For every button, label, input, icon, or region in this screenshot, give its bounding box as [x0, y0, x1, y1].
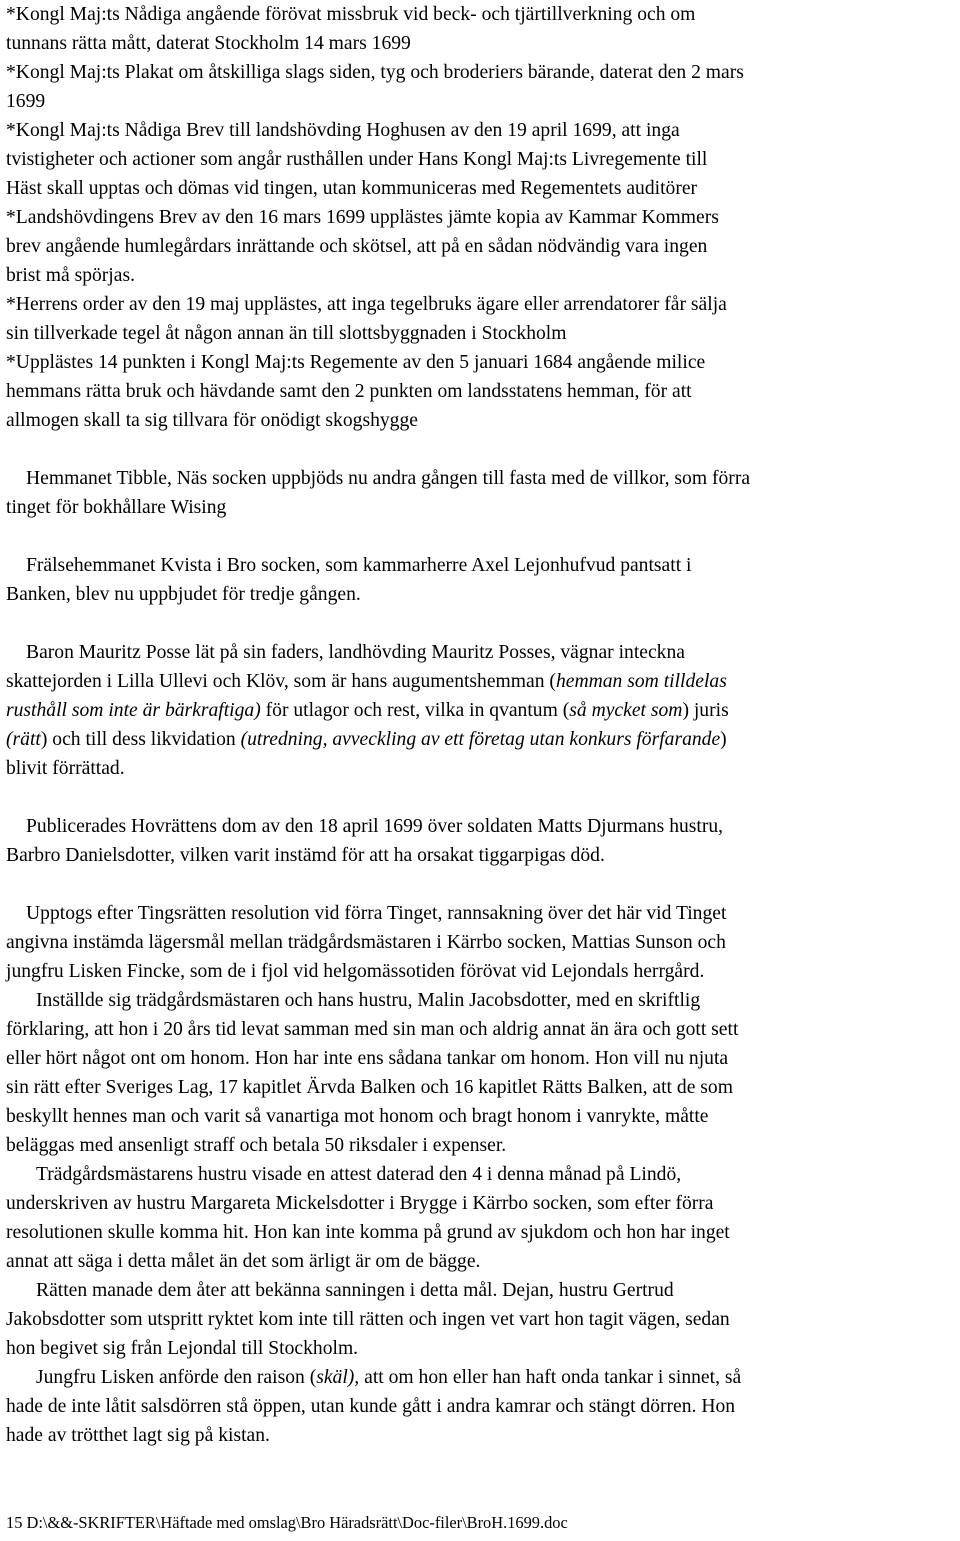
- text-line: förklaring, att hon i 20 års tid levat samman med sin man och aldrig annat än ära och gott sett: [6, 1019, 739, 1040]
- text-line: tvistigheter och actioner som angår rusthållen under Hans Kongl Maj:ts Livregemente till: [6, 149, 708, 170]
- text-line: beskyllt hennes man och varit så vanartiga mot honom och bragt honom i vanrykte, måtte: [6, 1106, 709, 1127]
- text-line: 1699: [6, 91, 46, 112]
- page-number: 15: [6, 1513, 23, 1532]
- paragraph-ratten: [6, 1276, 954, 1363]
- text-line: Publicerades Hovrättens dom av den 18 april 1699 över soldaten Matts Djurmans hustru,: [26, 816, 724, 837]
- spacer: [6, 522, 954, 551]
- text-line: hemmans rätta bruk och hävdande samt den 2 punkten om landsstatens hemman, för att: [6, 381, 692, 402]
- text-line: hon begivet sig från Lejondal till Stockholm.: [6, 1338, 359, 1359]
- text-line: hade av trötthet lagt sig på kistan.: [6, 1425, 270, 1446]
- paragraph-lisken: [6, 1363, 954, 1450]
- text-line: (rätt) och till dess likvidation (utredning, avveckling av ett företag utan konkurs förfarande): [6, 729, 727, 750]
- text-line: annat att säga i detta målet än det som ärligt är om de bägge.: [6, 1251, 481, 1272]
- text-line: beläggas med ansenligt straff och betala 50 riksdaler i expenser.: [6, 1135, 507, 1156]
- text-line: underskriven av hustru Margareta Mickelsdotter i Brygge i Kärrbo socken, som efter förra: [6, 1193, 714, 1214]
- text-line: Frälsehemmanet Kvista i Bro socken, som kammarherre Axel Lejonhufvud pantsatt i: [26, 555, 692, 576]
- text-line: sin tillverkade tegel åt någon annan än till slottsbyggnaden i Stockholm: [6, 323, 567, 344]
- paragraph-instalde: [6, 986, 954, 1160]
- spacer: [6, 435, 954, 464]
- paragraph-tibble: [6, 464, 954, 522]
- text-line: blivit förrättad.: [6, 758, 125, 779]
- text-line: brev angående humlegårdars inrättande och skötsel, att på en sådan nödvändig vara ingen: [6, 236, 708, 257]
- text-line: Rätten manade dem åter att bekänna sanningen i detta mål. Dejan, hustru Gertrud: [36, 1280, 674, 1301]
- paragraph-posse: [6, 638, 954, 783]
- paragraph-rannsakning: [6, 899, 954, 986]
- text-line: sin rätt efter Sveriges Lag, 17 kapitlet Ärvda Balken och 16 kapitlet Rätts Balken, att de som: [6, 1077, 733, 1098]
- text-line: Upptogs efter Tingsrätten resolution vid förra Tinget, rannsakning över det här vid Tinget: [26, 903, 727, 924]
- page-footer: [6, 1513, 568, 1533]
- text-line: hade de inte låtit salsdörren stå öppen, utan kunde gått i andra kamrar och stängt dörren. Hon: [6, 1396, 736, 1417]
- text-line: Häst skall upptas och dömas vid tingen, utan kommuniceras med Regementets auditörer: [6, 178, 698, 199]
- spacer: [6, 870, 954, 899]
- text-line: Jakobsdotter som utspritt ryktet kom inte till rätten och ingen vet vart hon tagit vägen, sedan: [6, 1309, 730, 1330]
- intro-section: [6, 0, 954, 435]
- text-line: Banken, blev nu uppbjudet för tredje gången.: [6, 584, 361, 605]
- text-line: *Upplästes 14 punkten i Kongl Maj:ts Regemente av den 5 januari 1684 angående milice: [6, 352, 706, 373]
- text-line: eller hört något ont om honom. Hon har inte ens sådana tankar om honom. Hon vill nu njuta: [6, 1048, 729, 1069]
- text-line: Trädgårdsmästarens hustru visade en attest daterad den 4 i denna månad på Lindö,: [36, 1164, 682, 1185]
- text-line: *Kongl Maj:ts Nådiga angående förövat missbruk vid beck- och tjärtillverkning och om: [6, 4, 696, 25]
- text-line: Hemmanet Tibble, Näs socken uppbjöds nu andra gången till fasta med de villkor, som förra: [26, 468, 751, 489]
- spacer: [6, 609, 954, 638]
- paragraph-attest: [6, 1160, 954, 1276]
- text-line: allmogen skall ta sig tillvara för onödigt skogshygge: [6, 410, 418, 431]
- text-line: Barbro Danielsdotter, vilken varit instämd för att ha orsakat tiggarpigas död.: [6, 845, 605, 866]
- text-line: *Landshövdingens Brev av den 16 mars 1699 upplästes jämte kopia av Kammar Kommers: [6, 207, 719, 228]
- text-line: rusthåll som inte är bärkraftiga) för utlagor och rest, vilka in qvantum (så mycket som) juris: [6, 700, 729, 721]
- text-line: resolutionen skulle komma hit. Hon kan inte komma på grund av sjukdom och hon har inget: [6, 1222, 730, 1243]
- text-line: Baron Mauritz Posse lät på sin faders, landhövding Mauritz Posses, vägnar inteckna: [26, 642, 685, 663]
- text-line: *Kongl Maj:ts Nådiga Brev till landshövding Hoghusen av den 19 april 1699, att inga: [6, 120, 680, 141]
- text-line: Inställde sig trädgårdsmästaren och hans hustru, Malin Jacobsdotter, med en skriftlig: [36, 990, 701, 1011]
- text-line: *Kongl Maj:ts Plakat om åtskilliga slags siden, tyg och broderiers bärande, daterat den 2 mars: [6, 62, 744, 83]
- spacer: [6, 783, 954, 812]
- text-line: Jungfru Lisken anförde den raison (skäl), att om hon eller han haft onda tankar i sinnet, så: [36, 1367, 742, 1388]
- file-path: D:\&&-SKRIFTER\Häftade med omslag\Bro Häradsrätt\Doc-filer\BroH.1699.doc: [26, 1513, 568, 1532]
- text-line: *Herrens order av den 19 maj upplästes, att inga tegelbruks ägare eller arrendatorer får sälja: [6, 294, 727, 315]
- text-line: skattejorden i Lilla Ullevi och Klöv, som är hans augumentshemman (hemman som tilldelas: [6, 671, 727, 692]
- text-line: tinget för bokhållare Wising: [6, 497, 227, 518]
- paragraph-kvista: [6, 551, 954, 609]
- text-line: jungfru Lisken Fincke, som de i fjol vid helgomässotiden förövat vid Lejondals herrgård.: [6, 961, 705, 982]
- text-line: brist må spörjas.: [6, 265, 135, 286]
- text-line: tunnans rätta mått, daterat Stockholm 14 mars 1699: [6, 33, 411, 54]
- document-body: [6, 0, 954, 1450]
- text-line: angivna instämda lägersmål mellan trädgårdsmästaren i Kärrbo socken, Mattias Sunson och: [6, 932, 726, 953]
- paragraph-hovratten: [6, 812, 954, 870]
